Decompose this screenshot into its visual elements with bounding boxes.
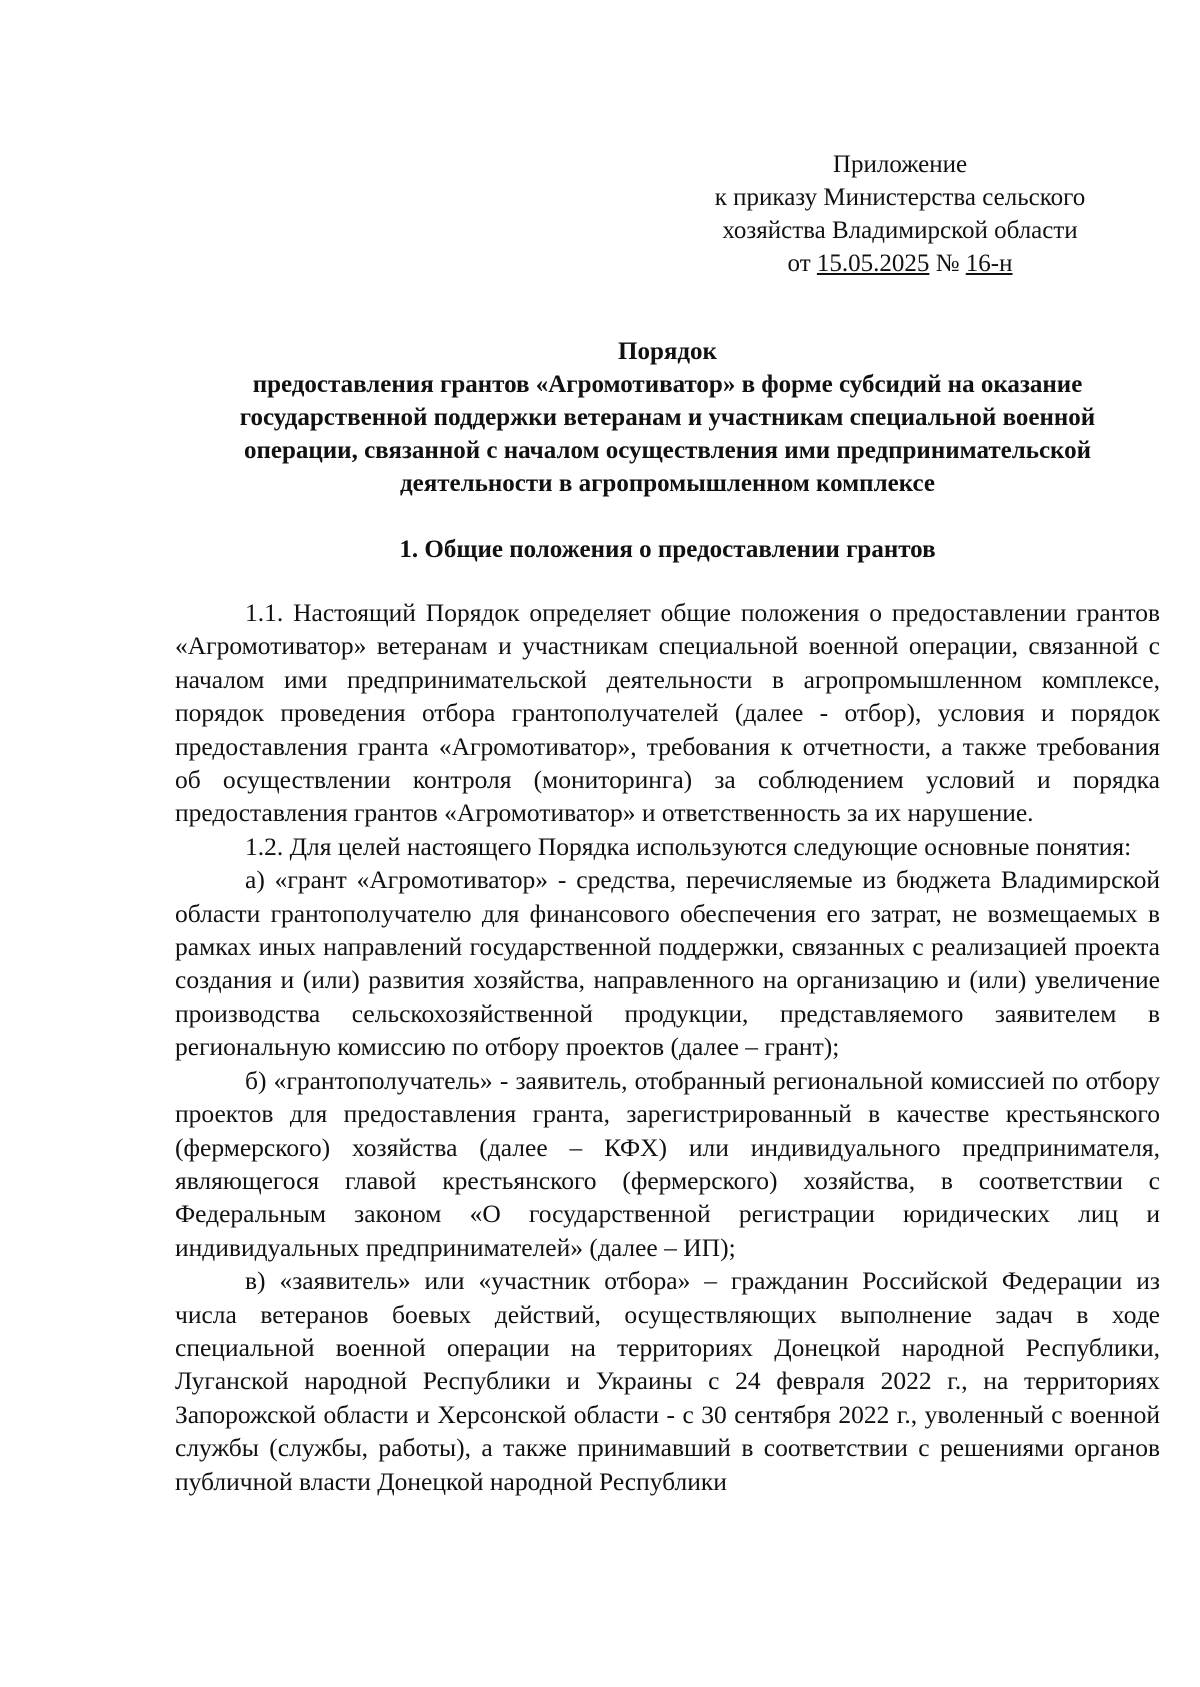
title-line-3: операции, связанной с началом осуществления ими предпринимательской [243, 437, 1092, 464]
appendix-date-line [690, 247, 1110, 280]
title-heading: Порядок [618, 338, 717, 365]
title-line-1: предоставления грантов «Агромотиватор» в форме субсидий на оказание [252, 371, 1083, 398]
appendix-label: Приложение [832, 151, 968, 178]
appendix-order-line: к приказу Министерства сельского [714, 184, 1086, 211]
section-title: 1. Общие положения о предоставлении грантов [399, 536, 936, 563]
appendix-header [690, 148, 1110, 280]
date-prefix: от [787, 250, 817, 277]
appendix-ministry-line: хозяйства Владимирской области [722, 217, 1078, 244]
number-prefix: № [929, 250, 966, 277]
paragraph-c: в) «заявитель» или «участник отбора» – гражданин Российской Федерации из числа ветеранов боевых действий, осуществляющих выполнение задач в ходе специальной военной операции на территориях Донецкой народной Республики, Луганской народной Республики и Украины с 24 февраля 2022 г., на территориях Запорожской области и Херсонской области - с 30 сентября 2022 г., уволенный с военной службы (службы, работы), а также принимавший в соответствии с решениями органов публичной власти Донецкой народной Республики [175, 1266, 1160, 1496]
document-title [175, 335, 1160, 500]
paragraph-1-2: 1.2. Для целей настоящего Порядка используются следующие основные понятия: [245, 831, 1132, 861]
paragraph-b: б) «грантополучатель» - заявитель, отобранный региональной комиссией по отбору проектов для предоставления гранта, зарегистрированный в качестве крестьянского (фермерского) хозяйства (далее – КФХ) или индивидуального предпринимателя, являющегося главой крестьянского (фермерского) хозяйства, в соответствии с Федеральным законом «О государственной регистрации юридических лиц и индивидуальных предпринимателей» (далее – ИП); [175, 1065, 1160, 1262]
document-body [175, 596, 1160, 1498]
title-line-2: государственной поддержки ветеранам и участникам специальной военной [239, 404, 1096, 431]
paragraph-1-1: 1.1. Настоящий Порядок определяет общие положения о предоставлении грантов «Агромотиватор» ветеранам и участникам специальной военной операции, связанной с началом ими предпринимательской деятельности в агропромышленном комплексе, порядок проведения отбора грантополучателей (далее - отбор), условия и порядок предоставления гранта «Агромотиватор», требования к отчетности, а также требования об осуществлении контроля (мониторинга) за соблюдением условий и порядка предоставления грантов «Агромотиватор» и ответственность за их нарушение. [175, 598, 1160, 828]
title-line-4: деятельности в агропромышленном комплексе [400, 470, 935, 497]
paragraph-a: а) «грант «Агромотиватор» - средства, перечисляемые из бюджета Владимирской области грантополучателю для финансового обеспечения его затрат, не возмещаемых в рамках иных направлений государственной поддержки, связанных с реализацией проекта создания и (или) развития хозяйства, направленного на организацию и (или) увеличение производства сельскохозяйственной продукции, представляемого заявителем в региональную комиссию по отбору проектов (далее – грант); [175, 865, 1160, 1062]
order-number: 16-н [965, 250, 1013, 277]
order-date: 15.05.2025 [816, 250, 930, 277]
